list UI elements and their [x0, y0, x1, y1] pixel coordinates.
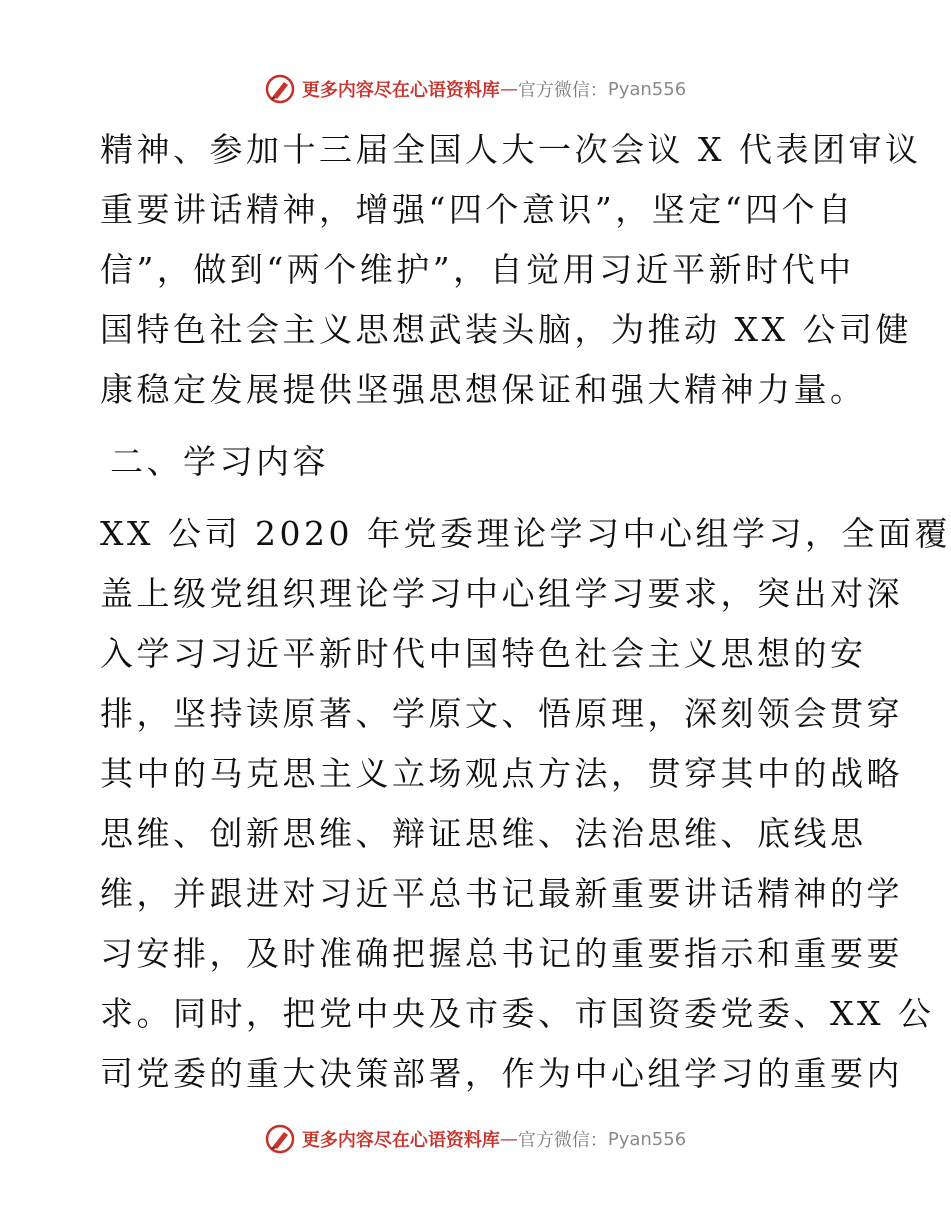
- paragraph-line: 其中的马克思主义立场观点方法，贯穿其中的战略: [100, 754, 903, 793]
- paragraph-2: [100, 504, 951, 1104]
- document-body: [100, 120, 951, 1104]
- paragraph-line: 入学习习近平新时代中国特色社会主义思想的安: [100, 634, 867, 673]
- pen-circle-logo-icon: [264, 1123, 296, 1155]
- watermark-label: 官方微信：: [517, 80, 608, 101]
- section-heading: 二、学习内容: [110, 442, 329, 481]
- paragraph-line: XX 公司 2020 年党委理论学习中心组学习，全面覆: [100, 514, 951, 553]
- watermark-account: Pyan556: [607, 1128, 687, 1150]
- pen-circle-logo-icon: [264, 73, 296, 105]
- paragraph-line: 信”，做到“两个维护”，自觉用习近平新时代中: [100, 250, 855, 289]
- paragraph-line: 康稳定发展提供坚强思想保证和强大精神力量。: [100, 370, 867, 409]
- paragraph-line: 习安排，及时准确把握总书记的重要指示和重要要: [100, 934, 903, 973]
- paragraph-line: 盖上级党组织理论学习中心组学习要求，突出对深: [100, 574, 903, 613]
- watermark-brand: 更多内容尽在心语资料库: [301, 1130, 500, 1151]
- paragraph-line: 重要讲话精神，增强“四个意识”，坚定“四个自: [100, 190, 855, 229]
- header-watermark: [0, 72, 950, 106]
- paragraph-line: 求。同时，把党中央及市委、市国资委党委、XX 公: [100, 994, 935, 1033]
- paragraph-line: 国特色社会主义思想武装头脑，为推动 XX 公司健: [100, 310, 912, 349]
- footer-watermark: [0, 1122, 950, 1156]
- paragraph-line: 排，坚持读原著、学原文、悟原理，深刻领会贯穿: [100, 694, 903, 733]
- watermark-brand: 更多内容尽在心语资料库: [301, 80, 500, 101]
- watermark-account: Pyan556: [607, 78, 687, 100]
- watermark-label: 官方微信：: [517, 1130, 608, 1151]
- paragraph-line: 司党委的重大决策部署，作为中心组学习的重要内: [100, 1054, 903, 1093]
- watermark-separator: —: [499, 78, 518, 100]
- paragraph-line: 维，并跟进对习近平总书记最新重要讲话精神的学: [100, 874, 903, 913]
- paragraph-line: 精神、参加十三届全国人大一次会议 X 代表团审议: [100, 130, 922, 169]
- paragraph-1: [100, 120, 922, 420]
- paragraph-line: 思维、创新思维、辩证思维、法治思维、底线思: [100, 814, 867, 853]
- watermark-separator: —: [499, 1128, 518, 1150]
